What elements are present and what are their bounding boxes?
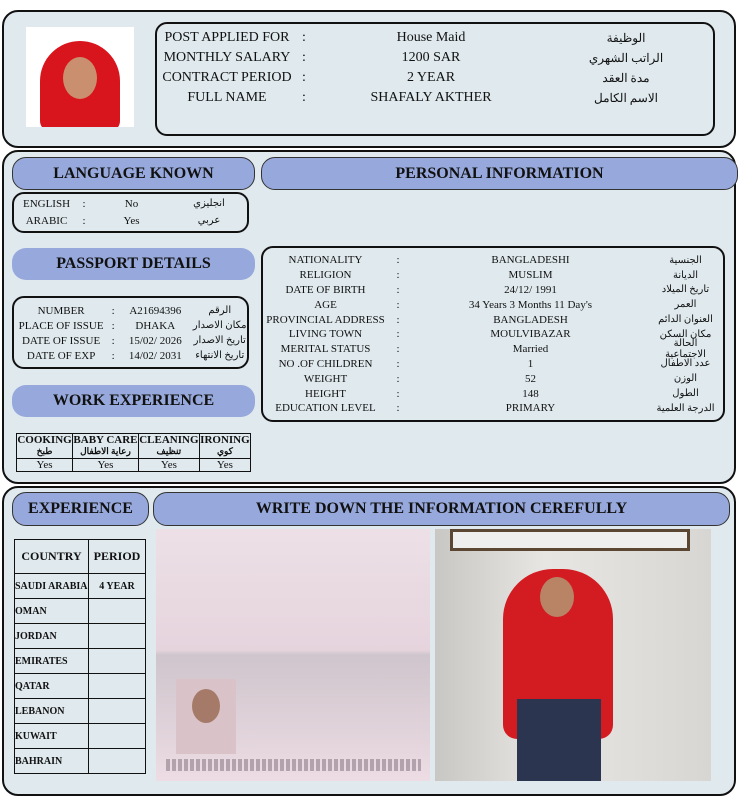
country-cell: JORDAN (15, 624, 89, 649)
skill-value: Yes (138, 459, 199, 472)
language-box (12, 192, 249, 233)
info-row (263, 312, 723, 327)
colon: : (302, 70, 306, 85)
info-row (157, 48, 713, 68)
experience-header: EXPERIENCE (12, 492, 149, 526)
field-label: DATE OF BIRTH (285, 283, 366, 296)
info-row (14, 212, 247, 229)
field-label-arabic: الجنسية (669, 254, 702, 266)
details-panel (2, 150, 736, 484)
skill-name-arabic: رعاية الاطفال (80, 446, 131, 456)
field-label: WEIGHT (303, 372, 348, 385)
field-label-arabic: عدد الاطفال (660, 358, 711, 370)
info-row (263, 386, 723, 401)
skill-name: IRONING (200, 434, 250, 446)
info-row (14, 348, 247, 363)
experience-row (15, 599, 146, 624)
skill-value: Yes (17, 459, 73, 472)
skill-header (199, 434, 250, 459)
personal-info-box (261, 246, 725, 422)
experience-row (15, 624, 146, 649)
write-information-header: WRITE DOWN THE INFORMATION CEREFULLY (153, 492, 730, 526)
field-label-arabic: مكان الاصدار (192, 320, 247, 331)
field-value: DHAKA (135, 319, 176, 332)
job-info-box (155, 22, 715, 136)
colon: : (396, 357, 400, 370)
period-cell (89, 649, 146, 674)
period-column-header: PERIOD (89, 540, 146, 574)
full-body-photo (435, 529, 711, 781)
colon: : (302, 30, 306, 45)
skill-name-arabic: كوي (216, 446, 233, 456)
colon: : (396, 298, 400, 311)
passport-box (12, 296, 249, 369)
period-cell (89, 699, 146, 724)
skill-name-arabic: طبخ (36, 446, 53, 456)
work-experience-header: WORK EXPERIENCE (12, 385, 255, 417)
field-label-arabic: العمر (674, 299, 697, 311)
country-cell: SAUDI ARABIA (15, 574, 89, 599)
colon: : (396, 372, 400, 385)
experience-panel (2, 486, 736, 796)
field-label: MERITAL STATUS (280, 343, 371, 356)
field-label-arabic: الوزن (673, 373, 698, 385)
country-cell: QATAR (15, 674, 89, 699)
field-label: EDUCATION LEVEL (275, 402, 376, 415)
field-label-arabic: الاسم الكامل (593, 90, 658, 105)
field-label-arabic: الطول (672, 388, 699, 400)
field-label-arabic: الحالة الاجتماعية (665, 338, 706, 361)
field-value: 34 Years 3 Months 11 Day's (468, 298, 593, 311)
field-value: 14/02/ 2031 (128, 349, 182, 362)
colon: : (111, 334, 115, 347)
field-label: HEIGHT (305, 387, 346, 400)
field-value: 1200 SAR (401, 50, 461, 65)
country-cell: KUWAIT (15, 724, 89, 749)
colon: : (396, 283, 400, 296)
period-cell: 4 YEAR (89, 574, 146, 599)
info-row (14, 318, 247, 333)
period-cell (89, 674, 146, 699)
field-label: NUMBER (37, 304, 85, 317)
info-row (263, 338, 723, 361)
info-row (263, 283, 723, 298)
info-row (263, 253, 723, 268)
info-row (263, 371, 723, 386)
field-value: 148 (522, 387, 539, 400)
country-cell: EMIRATES (15, 649, 89, 674)
field-label: PLACE OF ISSUE (18, 319, 104, 332)
colon: : (396, 402, 400, 415)
country-cell: LEBANON (15, 699, 89, 724)
field-value: Married (512, 343, 549, 356)
colon: : (82, 197, 86, 210)
colon: : (396, 343, 400, 356)
info-row (14, 195, 247, 212)
field-value: Yes (123, 214, 140, 227)
field-label-arabic: عربي (197, 215, 221, 226)
field-value: 15/02/ 2026 (128, 334, 182, 347)
skill-name: BABY CARE (73, 434, 138, 446)
field-label: DATE OF ISSUE (21, 334, 101, 347)
colon: : (82, 214, 86, 227)
field-label: ARABIC (25, 214, 68, 227)
field-value: No (124, 197, 139, 210)
colon: : (302, 50, 306, 65)
field-label: CONTRACT PERIOD (162, 70, 292, 85)
field-label-arabic: الرقم (208, 305, 232, 316)
field-label: POST APPLIED FOR (164, 30, 290, 45)
field-label: ENGLISH (22, 197, 71, 210)
info-row (14, 303, 247, 318)
field-value: PRIMARY (505, 402, 556, 415)
colon: : (111, 319, 115, 332)
skill-name: CLEANING (139, 434, 199, 446)
field-value: 52 (525, 372, 536, 385)
field-label: NO .OF CHILDREN (278, 357, 373, 370)
field-label-arabic: الراتب الشهري (588, 50, 664, 65)
experience-row (15, 749, 146, 774)
info-row (263, 297, 723, 312)
skill-value: Yes (73, 459, 139, 472)
period-cell (89, 724, 146, 749)
candidate-portrait (26, 27, 134, 127)
field-label: DATE OF EXP (26, 349, 96, 362)
info-row (263, 401, 723, 416)
field-label-arabic: الدرجة العلمية (656, 402, 715, 414)
field-value: House Maid (396, 30, 466, 45)
field-value: BANGLADESHI (491, 254, 570, 267)
field-label: LIVING TOWN (288, 328, 363, 341)
colon: : (396, 387, 400, 400)
colon: : (396, 254, 400, 267)
field-value: 1 (527, 357, 534, 370)
country-cell: BAHRAIN (15, 749, 89, 774)
skill-header (17, 434, 73, 459)
personal-information-header: PERSONAL INFORMATION (261, 157, 738, 190)
colon: : (396, 313, 400, 326)
colon: : (111, 304, 115, 317)
experience-table (14, 539, 146, 774)
period-cell (89, 624, 146, 649)
colon: : (396, 328, 400, 341)
field-label: NATIONALITY (288, 254, 363, 267)
field-label-arabic: تاريخ الاصدار (193, 335, 246, 346)
experience-row (15, 699, 146, 724)
period-cell (89, 749, 146, 774)
header-panel (2, 10, 736, 148)
field-label-arabic: مدة العقد (602, 70, 650, 85)
skill-header (73, 434, 139, 459)
country-cell: OMAN (15, 599, 89, 624)
info-row (263, 357, 723, 372)
country-column-header: COUNTRY (15, 540, 89, 574)
info-row (157, 28, 713, 48)
field-label-arabic: الوظيفة (606, 30, 646, 45)
experience-row (15, 649, 146, 674)
field-label-arabic: تاريخ الانتهاء (195, 350, 245, 361)
passport-scan-image (156, 529, 430, 781)
field-label: RELIGION (299, 269, 352, 282)
info-row (14, 333, 247, 348)
colon: : (396, 269, 400, 282)
field-label-arabic: انجليزي (193, 198, 225, 209)
colon: : (302, 90, 306, 105)
skills-table (16, 433, 251, 472)
field-value: MOULVIBAZAR (490, 328, 571, 341)
info-row (263, 268, 723, 283)
field-label: PROVINCIAL ADDRESS (266, 313, 385, 326)
field-label-arabic: الديانة (672, 269, 699, 281)
info-row (157, 88, 713, 108)
skill-value: Yes (199, 459, 250, 472)
experience-row (15, 574, 146, 599)
field-value: SHAFALY AKTHER (370, 90, 492, 105)
colon: : (111, 349, 115, 362)
skill-header (138, 434, 199, 459)
period-cell (89, 599, 146, 624)
field-value: MUSLIM (508, 269, 553, 282)
field-value: BANGLADESH (493, 313, 568, 326)
field-label: AGE (314, 298, 337, 311)
field-label-arabic: تاريخ الميلاد (661, 284, 710, 296)
experience-row (15, 674, 146, 699)
field-value: A21694396 (129, 304, 182, 317)
skill-name: COOKING (17, 434, 72, 446)
field-label-arabic: مكان السكن (659, 328, 712, 340)
field-label-arabic: العنوان الدائم (658, 314, 713, 326)
info-row (157, 68, 713, 88)
field-value: 24/12/ 1991 (504, 283, 557, 296)
field-value: 2 YEAR (406, 70, 456, 85)
skill-name-arabic: تنظيف (156, 446, 182, 456)
language-known-header: LANGUAGE KNOWN (12, 157, 255, 190)
field-label: MONTHLY SALARY (163, 50, 291, 65)
passport-details-header: PASSPORT DETAILS (12, 248, 255, 280)
field-label: FULL NAME (187, 90, 267, 105)
experience-row (15, 724, 146, 749)
experience-header-row (15, 540, 146, 574)
